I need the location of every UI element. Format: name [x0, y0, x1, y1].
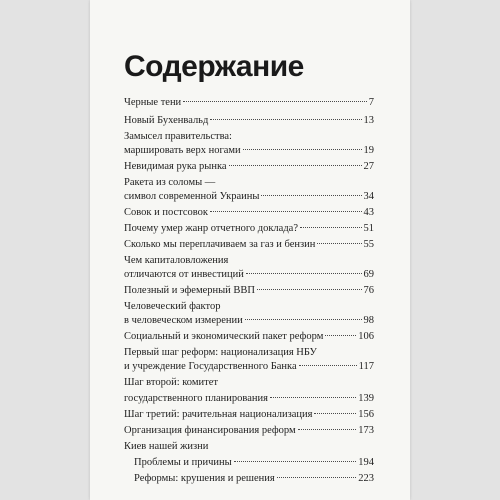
toc-entry-title: Невидимая рука рынка	[124, 161, 227, 172]
toc-entry-line	[124, 376, 374, 390]
toc-entry-line	[124, 346, 374, 360]
toc-entry-title: Социальный и экономический пакет реформ	[124, 331, 324, 342]
dot-leader	[234, 461, 357, 462]
dot-leader	[246, 273, 362, 274]
toc-entry-page: 7	[368, 97, 374, 108]
toc-entry-title: Реформы: крушения и решения	[134, 473, 275, 484]
toc-entry-title: Полезный и эфемерный ВВП	[124, 285, 256, 296]
toc-entry	[124, 114, 374, 128]
toc-entry	[124, 190, 374, 204]
toc-entry-title: Сколько мы переплачиваем за газ и бензин	[124, 239, 316, 250]
toc-entry-page: 27	[363, 161, 374, 172]
toc-entry-page: 98	[363, 315, 374, 326]
dot-leader	[261, 195, 361, 196]
toc-entry-page: 69	[363, 269, 374, 280]
toc-entry-page: 13	[363, 115, 374, 126]
dot-leader	[183, 101, 367, 102]
toc-entry-title: Почему умер жанр отчетного доклада?	[124, 223, 298, 234]
toc-entry-page: 51	[363, 223, 374, 234]
toc-entry-page: 173	[358, 425, 374, 436]
toc-section-heading	[124, 440, 374, 454]
dot-leader	[314, 413, 356, 414]
toc-entry	[124, 314, 374, 328]
dot-leader	[210, 119, 361, 120]
dot-leader	[277, 477, 357, 478]
toc-entry-line	[124, 176, 374, 190]
toc-entry-line	[124, 130, 374, 144]
toc-entry-title: Организация финансирования реформ	[124, 425, 296, 436]
dot-leader	[299, 365, 357, 366]
toc-entry-page: 194	[358, 457, 374, 468]
toc-entry-page: 34	[363, 191, 374, 202]
toc-entry	[124, 424, 374, 438]
dot-leader	[325, 335, 356, 336]
toc-entry-title: Замысел правительства:	[124, 131, 232, 142]
toc-entry-title: государственного планирования	[124, 393, 268, 404]
toc-entry-line	[124, 254, 374, 268]
dot-leader	[210, 211, 361, 212]
toc-entry	[124, 206, 374, 220]
toc-entry-page: 223	[358, 473, 374, 484]
toc-entry-page: 106	[358, 331, 374, 342]
toc-entry-title: Киев нашей жизни	[124, 441, 209, 452]
toc-entry-page: 76	[363, 285, 374, 296]
toc-entry-title: Проблемы и причины	[134, 457, 232, 468]
dot-leader	[300, 227, 362, 228]
toc-entry	[124, 160, 374, 174]
toc-subentry	[134, 456, 374, 470]
dot-leader	[257, 289, 361, 290]
toc-entry-line	[124, 300, 374, 314]
toc-entry-title: Ракета из соломы —	[124, 177, 216, 188]
toc-entry-title: и учреждение Государственного Банка	[124, 361, 297, 372]
dot-leader	[270, 397, 356, 398]
toc-entry	[124, 96, 374, 110]
toc-entry-title: Человеческий фактор	[124, 301, 221, 312]
toc-entry-title: Чем капиталовложения	[124, 255, 229, 266]
toc-entry-page: 19	[363, 145, 374, 156]
toc-entry-title: отличаются от инвестиций	[124, 269, 244, 280]
toc-entry-page: 156	[358, 409, 374, 420]
toc-entry-title: в человеческом измерении	[124, 315, 243, 326]
toc-subentry	[134, 472, 374, 486]
toc-entry-title: Первый шаг реформ: национализация НБУ	[124, 347, 317, 358]
toc-entry-page: 139	[358, 393, 374, 404]
toc-entry	[124, 330, 374, 344]
toc-entry	[124, 392, 374, 406]
toc-entry-title: символ современной Украины	[124, 191, 260, 202]
toc-entry-title: Шаг третий: рачительная национализация	[124, 409, 313, 420]
toc-entry	[124, 238, 374, 252]
page-title: Содержание	[124, 50, 304, 83]
toc-entry-page: 43	[363, 207, 374, 218]
dot-leader	[243, 149, 362, 150]
toc-entry-title: Шаг второй: комитет	[124, 377, 218, 388]
dot-leader	[245, 319, 362, 320]
toc-entry	[124, 360, 374, 374]
toc-entry	[124, 268, 374, 282]
dot-leader	[229, 165, 362, 166]
dot-leader	[298, 429, 357, 430]
toc-entry	[124, 144, 374, 158]
dot-leader	[317, 243, 361, 244]
toc-entry	[124, 222, 374, 236]
toc-entry-title: Совок и постсовок	[124, 207, 209, 218]
toc-entry-title: Черные тени	[124, 97, 182, 108]
toc-entry-page: 117	[358, 361, 374, 372]
toc-entry-title: маршировать верх ногами	[124, 145, 241, 156]
toc-entry-page: 55	[363, 239, 374, 250]
toc-entry	[124, 284, 374, 298]
toc-entry-title: Новый Бухенвальд	[124, 115, 209, 126]
toc-entry	[124, 408, 374, 422]
